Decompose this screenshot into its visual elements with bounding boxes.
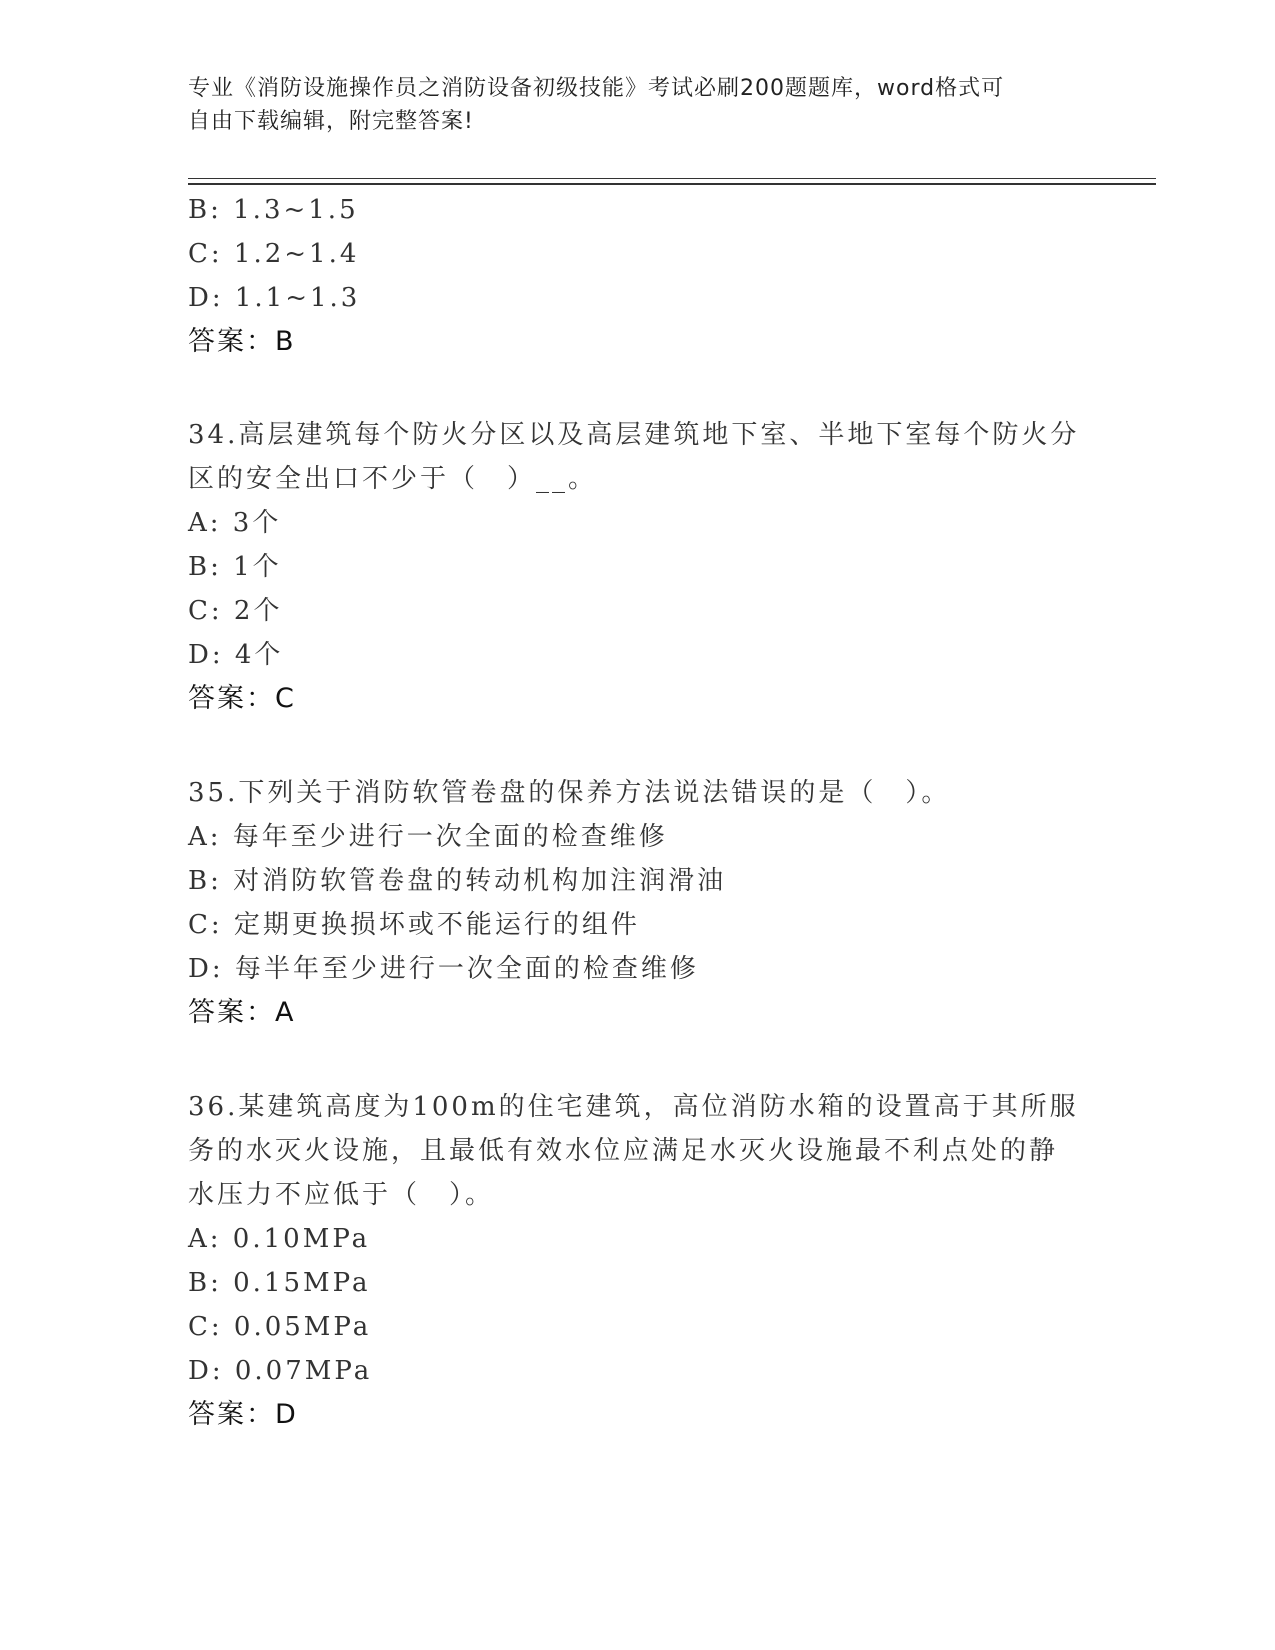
q35-option-a: A: 每年至少进行一次全面的检查维修 [188,822,668,852]
q36-option-d: D: 0.07MPa [188,1356,373,1386]
q35-option-c: C: 定期更换损坏或不能运行的组件 [188,910,640,940]
header-divider-top [188,178,1156,179]
q33-option-d: D: 1.1~1.3 [188,283,361,313]
q34-option-a: A: 3个 [188,508,282,538]
q34-answer: 答案：C [188,683,296,714]
q36-option-b: B: 0.15MPa [188,1268,371,1298]
q34-stem-line-1: 34.高层建筑每个防火分区以及高层建筑地下室、半地下室每个防火分 [188,420,1080,450]
q35-option-d: D: 每半年至少进行一次全面的检查维修 [188,954,699,984]
header-line-1: 专业《消防设施操作员之消防设备初级技能》考试必刷200题题库，word格式可 [188,76,1005,101]
q34-option-d: D: 4个 [188,640,284,670]
q36-answer: 答案：D [188,1399,298,1430]
q36-stem-line-1: 36.某建筑高度为100m的住宅建筑，高位消防水箱的设置高于其所服 [188,1092,1079,1122]
q35-answer: 答案：A [188,997,296,1028]
q33-option-c: C: 1.2~1.4 [188,239,360,269]
q33-answer: 答案：B [188,326,296,357]
q34-option-c: C: 2个 [188,596,283,626]
q36-option-a: A: 0.10MPa [188,1224,371,1254]
header-divider-bottom [188,183,1156,185]
q34-option-b: B: 1个 [188,552,282,582]
q35-option-b: B: 对消防软管卷盘的转动机构加注润滑油 [188,866,727,896]
q36-stem-line-3: 水压力不应低于（ ）。 [188,1180,495,1210]
q34-stem-line-2: 区的安全出口不少于（ ）__。 [188,464,598,494]
document-header [188,72,1068,138]
q33-option-b: B: 1.3~1.5 [188,195,359,225]
header-line-2: 自由下载编辑，附完整答案! [188,109,474,134]
q35-stem-line-1: 35.下列关于消防软管卷盘的保养方法说法错误的是（ ）。 [188,778,951,808]
q36-stem-line-2: 务的水灭火设施，且最低有效水位应满足水灭火设施最不利点处的静 [188,1136,1059,1166]
q36-option-c: C: 0.05MPa [188,1312,372,1342]
